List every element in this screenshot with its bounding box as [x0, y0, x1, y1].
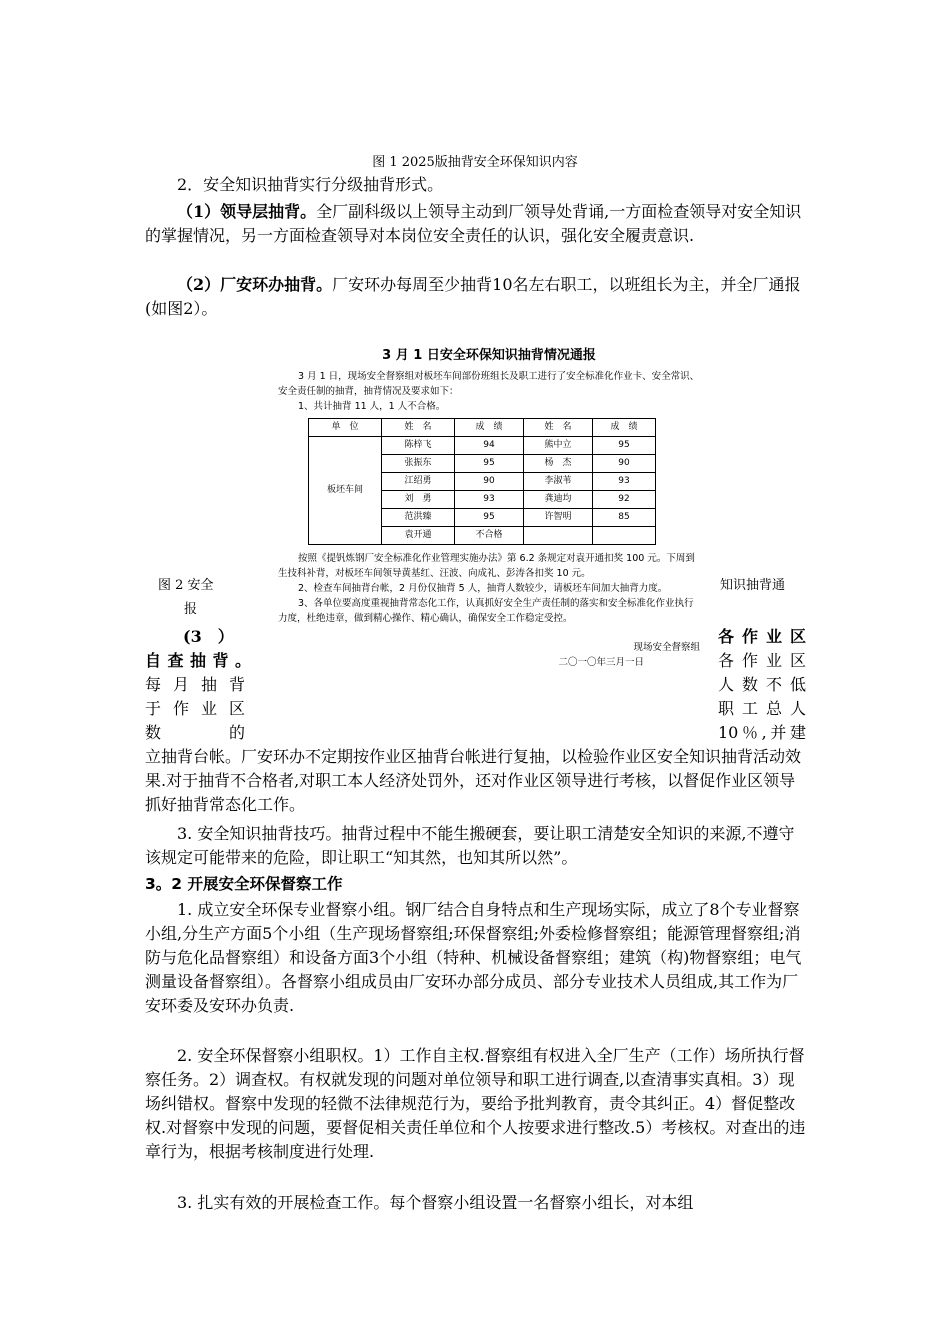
paragraph-leader-title: （1）领导层抽背。 [177, 202, 317, 221]
paragraph-supervision-group: 1. 成立安全环保专业督察小组。钢厂结合自身特点和生产现场实际，成立了8个专业督察小组,分生产方面5个小组（生产现场督察组;环保督察组;外委检修督察组；能源管理督察组;消防与危化品督察组）和设备方面3个小组（特种、机械设备督察组；建筑（构)物督察组；电气测量设备督察组）。各督察小组成员由厂安环办部分成员、部分专业技术人员组成,其工作为厂安环委及安环办负责. [145, 900, 802, 1015]
name-cell: 陈梓飞 [382, 437, 455, 455]
score-cell: 95 [593, 437, 656, 455]
paragraph-leader-body: 全厂副科级以上领导主动到厂领导处背诵,一方面检查领导对安全知识的掌握情况，另一方面检查领导对本岗位安全责任的认识，强化安全履责意识. [145, 202, 802, 245]
score-cell: 93 [455, 491, 524, 509]
score-table-header [309, 419, 656, 437]
notice-signer: 现场安全督察组 [633, 642, 700, 653]
name-cell [524, 527, 593, 545]
score-cell: 92 [593, 491, 656, 509]
name-cell: 许智明 [524, 509, 593, 527]
paragraph-office [145, 273, 807, 321]
unit-cell: 板坯车间 [309, 437, 382, 545]
header-cell: 单 位 [309, 419, 382, 437]
name-cell: 刘 勇 [382, 491, 455, 509]
paragraph-3-left-line: 于作业区 [145, 699, 245, 718]
notice-item-2: 2、检查车间抽背台帐，2 月份仅抽背 5 人，抽背人数较少，请板坯车间加大抽背力度。 [298, 583, 668, 594]
header-cell: 成 绩 [593, 419, 656, 437]
table-row [309, 437, 656, 455]
paragraph-office-title: （2）厂安环办抽背。 [177, 275, 333, 294]
paragraph-3-right-line: 10％,并建 [718, 723, 806, 742]
paragraph-inspection: 3. 扎实有效的开展检查工作。每个督察小组设置一名督察小组长，对本组 [177, 1193, 694, 1212]
figure-1-caption: 图 1 2025版抽背安全环保知识内容 [372, 155, 578, 170]
figure-2-caption-left-2: 报 [184, 602, 198, 617]
notice-intro: 3 月 1 日，现场安全督察组对板坯车间部份班组长及职工进行了安全标准化作业卡、安全常识、安全责任制的抽背，抽背情况及要求如下： [278, 371, 700, 397]
paragraph-skill: 3. 安全知识抽背技巧。抽背过程中不能生搬硬套，要让职工清楚安全知识的来源,不遵守该规定可能带来的危险，即让职工“知其然，也知其所以然”。 [145, 824, 795, 867]
figure-2-notice [278, 348, 700, 746]
figure-2-caption-right: 知识抽背通 [720, 578, 786, 593]
name-cell: 熊中立 [524, 437, 593, 455]
paragraph-3-right-line: 人数不低 [718, 675, 806, 694]
figure-2-caption-left: 图 2 安全 [158, 578, 214, 593]
header-cell: 姓 名 [382, 419, 455, 437]
paragraph-3-rest: 立抽背台帐。厂安环办不定期按作业区抽背台帐进行复抽，以检验作业区安全知识抽背活动效果.对于抽背不合格者,对职工本人经济处罚外，还对作业区领导进行考核，以督促作业区领导抓好抽背常态化工作。 [145, 747, 802, 814]
notice-title: 3 月 1 日安全环保知识抽背情况通报 [382, 348, 596, 363]
notice-item-3: 3、各单位要高度重视抽背常态化工作，认真抓好安全生产责任制的落实和安全标准化作业执行力度，杜绝违章，做到精心操作、精心确认，确保安全工作稳定受控。 [278, 598, 694, 624]
score-table [308, 418, 656, 545]
name-cell: 张振东 [382, 455, 455, 473]
paragraph-3-right-line: 各作业区 [718, 651, 806, 670]
paragraph-3-title-part-1: (3 ） [183, 627, 234, 646]
section-heading-3-2: 3。2 开展安全环保督察工作 [145, 875, 343, 893]
score-cell: 93 [593, 473, 656, 491]
score-cell: 95 [455, 509, 524, 527]
paragraph-3-right-line: 职工总人 [718, 699, 806, 718]
name-cell: 杨 杰 [524, 455, 593, 473]
header-cell: 姓 名 [524, 419, 593, 437]
notice-date: 二〇一〇年三月一日 [558, 657, 644, 668]
header-cell: 成 绩 [455, 419, 524, 437]
name-cell: 江绍勇 [382, 473, 455, 491]
name-cell: 袁开通 [382, 527, 455, 545]
notice-penalty: 按照《提钒炼钢厂安全标准化作业管理实施办法》第 6.2 条规定对袁开通扣奖 100 元。下周到生技科补背，对板坯车间领导黄基红、汪波、向成礼、彭涛各扣奖 10 元。 [278, 553, 695, 579]
score-cell: 94 [455, 437, 524, 455]
name-cell: 龚迪均 [524, 491, 593, 509]
paragraph-3-right-title: 各作业区 [718, 627, 806, 646]
paragraph-3-left-line: 每月抽背 [145, 675, 245, 694]
notice-item-1: 1、共计抽背 11 人，1 人不合格。 [298, 401, 446, 412]
score-cell: 90 [455, 473, 524, 491]
name-cell: 李淑苇 [524, 473, 593, 491]
name-cell: 范洪臻 [382, 509, 455, 527]
paragraph-office-body: 厂安环办每周至少抽背10名左右职工，以班组长为主，并全厂通报(如图2）。 [145, 275, 801, 318]
paragraph-leader [145, 200, 807, 248]
score-cell: 85 [593, 509, 656, 527]
score-cell: 95 [455, 455, 524, 473]
score-cell: 不合格 [455, 527, 524, 545]
paragraph-level-intro: 2．安全知识抽背实行分级抽背形式。 [177, 175, 444, 194]
paragraph-group-powers: 2. 安全环保督察小组职权。1）工作自主权.督察组有权进入全厂生产（工作）场所执行督察任务。2）调查权。有权就发现的问题对单位领导和职工进行调查,以查清事实真相。3）现场纠错权。督察中发现的轻微不法律规范行为，要给予批判教育，责令其纠正。4）督促整改权.对督察中发现的问题，要督促相关责任单位和个人按要求进行整改.5）考核权。对查出的违章行为，根据考核制度进行处理. [145, 1046, 806, 1161]
paragraph-3-title-part-2: 自查抽背。 [145, 651, 251, 670]
score-cell: 90 [593, 455, 656, 473]
score-cell [593, 527, 656, 545]
paragraph-3-left-line: 数 的 [145, 723, 245, 742]
